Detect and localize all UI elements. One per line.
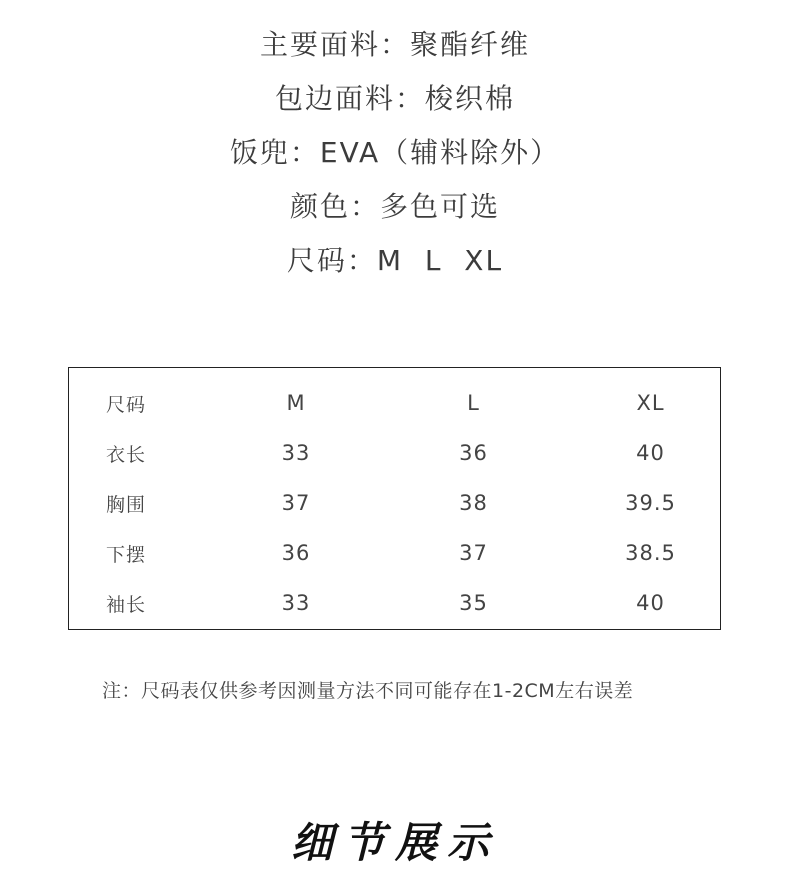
table-cell: 35 [459, 591, 488, 615]
spec-bib-material: 饭兜：EVA（辅料除外） [229, 136, 561, 169]
table-row [69, 428, 720, 478]
table-cell: 38.5 [625, 541, 676, 565]
table-row [69, 528, 720, 578]
table-row [69, 478, 720, 528]
header-cell: XL [636, 391, 665, 415]
table-cell: 33 [281, 591, 311, 615]
spec-list [0, 18, 790, 288]
table-cell: 36 [281, 541, 311, 565]
spec-sizes: 尺码：M L XL [286, 244, 504, 277]
table-cell: 40 [636, 441, 665, 465]
spec-main-fabric: 主要面料：聚酯纤维 [259, 28, 530, 61]
section-title: 细节展示 [290, 818, 499, 867]
size-table [69, 378, 720, 628]
header-cell: L [467, 391, 480, 415]
header-cell: M [286, 391, 306, 415]
row-label: 袖长 [106, 593, 147, 616]
table-cell: 39.5 [625, 491, 676, 515]
header-cell: 尺码 [106, 393, 147, 416]
row-label: 衣长 [106, 443, 147, 466]
size-chart [68, 367, 721, 630]
row-label: 胸围 [106, 493, 147, 516]
table-cell: 40 [636, 591, 665, 615]
table-row [69, 578, 720, 628]
table-header-row [69, 378, 720, 428]
table-cell: 33 [281, 441, 311, 465]
table-cell: 37 [281, 491, 311, 515]
spec-edging-fabric: 包边面料：梭织棉 [274, 82, 515, 115]
row-label: 下摆 [106, 543, 147, 566]
size-note: 注：尺码表仅供参考因测量方法不同可能存在1-2CM左右误差 [102, 680, 634, 702]
table-cell: 36 [459, 441, 488, 465]
table-cell: 37 [459, 541, 488, 565]
spec-color: 颜色：多色可选 [289, 190, 500, 223]
table-cell: 38 [459, 491, 488, 515]
